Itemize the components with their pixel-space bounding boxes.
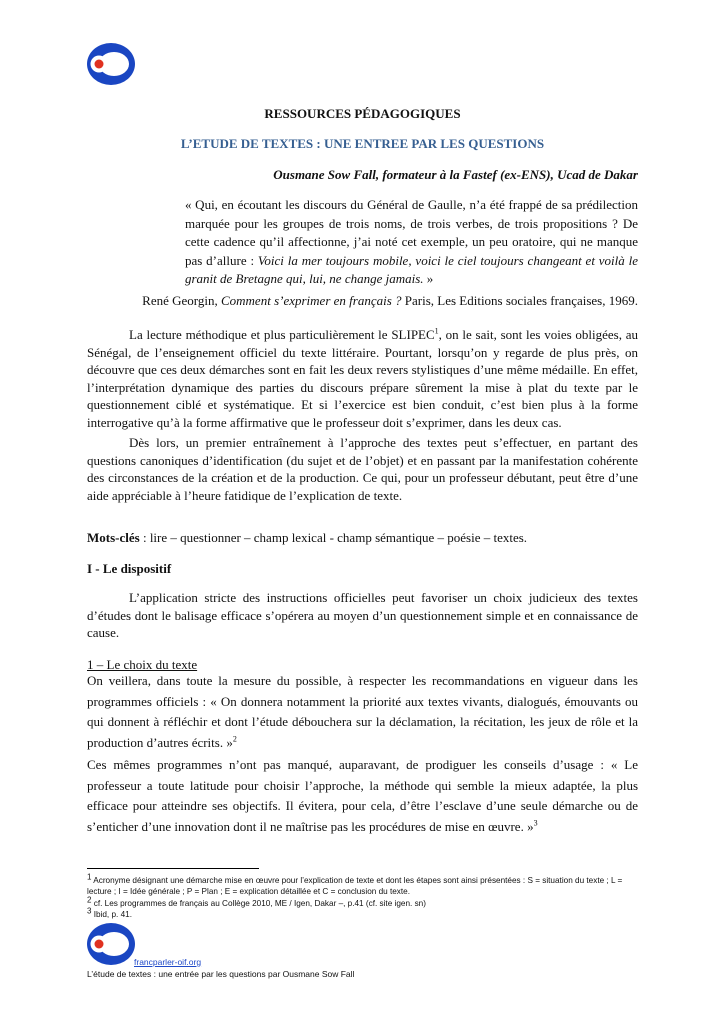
footnote-2: $^2$ cf. Les programmes de français au Collège 2010, ME / Igen, Dakar –, p.41 (cf. site igen. sn) bbox=[87, 895, 426, 908]
document-title: L’ETUDE DE TEXTES : UNE ENTREE PAR LES QUESTIONS bbox=[180, 136, 545, 151]
keywords-line: Mots-clés : lire – questionner – champ lexical - champ sémantique – poésie – textes. bbox=[87, 530, 528, 545]
website-link[interactable]: francparler-oif.org bbox=[134, 957, 202, 967]
epigraph-quote: « Qui, en écoutant les discours du Général de Gaulle, n’a été frappé de sa prédilection marquée pour les groupes de trois noms, de trois verbes, de trois propositions ? De cette cadence qu’il affectionne, j’ai noté cet exemple, un peu oratoire, qui ne manque pas d’allure : Voici la mer toujours mobile, voici le ciel toujours changeant et voilà le granit de Bretagne qui, lui, ne change jamais. » bbox=[185, 197, 638, 286]
epigraph-citation: René Georgin, Comment s’exprimer en français ? Paris, Les Editions sociales françaises, 1969. bbox=[142, 293, 638, 308]
subsection-title: 1 – Le choix du texte bbox=[87, 657, 198, 672]
section-heading: RESSOURCES PÉDAGOGIQUES bbox=[264, 106, 461, 121]
footnote-3: $^3$ Ibid, p. 41. bbox=[87, 906, 132, 919]
oif-logo bbox=[86, 42, 136, 86]
footer-caption: L’étude de textes : une entrée par les questions par Ousmane Sow Fall bbox=[87, 969, 355, 979]
oif-logo-footer bbox=[86, 922, 136, 966]
subsection-paragraph-1: On veillera, dans toute la mesure du possible, à respecter les recommandations en vigueur dans les programmes officiels : « On donnera notamment la priorité aux textes vivants, dialogués, émouvants ou qui donnent à réfléchir et dont l’étude débouchera sur la déclamation, la récitation, les jeux de rôle et la production d’autres écrits. »$^2$ bbox=[87, 673, 638, 750]
subsection-paragraph-2: Ces mêmes programmes n’ont pas manqué, auparavant, de prodiguer les conseils d’usage : « Le professeur a toute latitude pour choisir l’approche, la méthode qui semble la mieux adaptée, la plus efficace pour atteindre ses objectifs. Il évitera, pour cela, d’être l’esclave d’une seule démarche ou de s’enticher d’une innovation dont il ne maîtrise pas les procédures de mise en œuvre. »$^3$ bbox=[87, 757, 638, 834]
footnote-divider bbox=[87, 868, 259, 869]
footnote-1: $^1$ Acronyme désignant une démarche mise en œuvre pour l’explication de texte et dont les étapes sont ainsi présentées : S = situation du texte ; L = lecture ; I = Idée générale ; P = Plan ; E = explication détaillée et C = conclusion du texte. bbox=[87, 872, 623, 896]
section-1-paragraph: L’application stricte des instructions officielles peut favoriser un choix judicieux des textes d’études dont le balisage efficace s’opérera au moyen d’un questionnement simple et en connaissance de cause. bbox=[87, 590, 638, 640]
section-1-title: I - Le dispositif bbox=[87, 561, 172, 576]
intro-paragraph-2: Dès lors, un premier entraînement à l’approche des textes peut s’effectuer, en partant des questions canoniques d’identification (du sujet et de l’objet) et en passant par la manifestation cohérente des circonstances de la création et de la production. Ce qui, pour un professeur débutant, peut être d’une aide appréciable à l’heure fatidique de l’explication de texte. bbox=[87, 435, 638, 503]
author-line: Ousmane Sow Fall, formateur à la Fastef (ex-ENS), Ucad de Dakar bbox=[273, 167, 638, 182]
intro-paragraph-1: La lecture méthodique et plus particulièrement le SLIPEC$^1$, on le sait, sont les voies obligées, au Sénégal, de l’enseignement officiel du texte littéraire. Pourtant, lorsqu’on y regarde de plus près, on découvre que ces deux démarches sont en fait les deux revers stylistiques d’une même médaille. En effet, l’interprétation dynamique des parties du discours prépare sûrement la mise à plat du texte par le questionnement ciblé et systématique. Et si l’exercice est bien conduit, c’est bien plus à la forme interrogative qu’à la forme affirmative que le professeur doit s’exprimer, dans les deux cas. bbox=[87, 326, 638, 430]
